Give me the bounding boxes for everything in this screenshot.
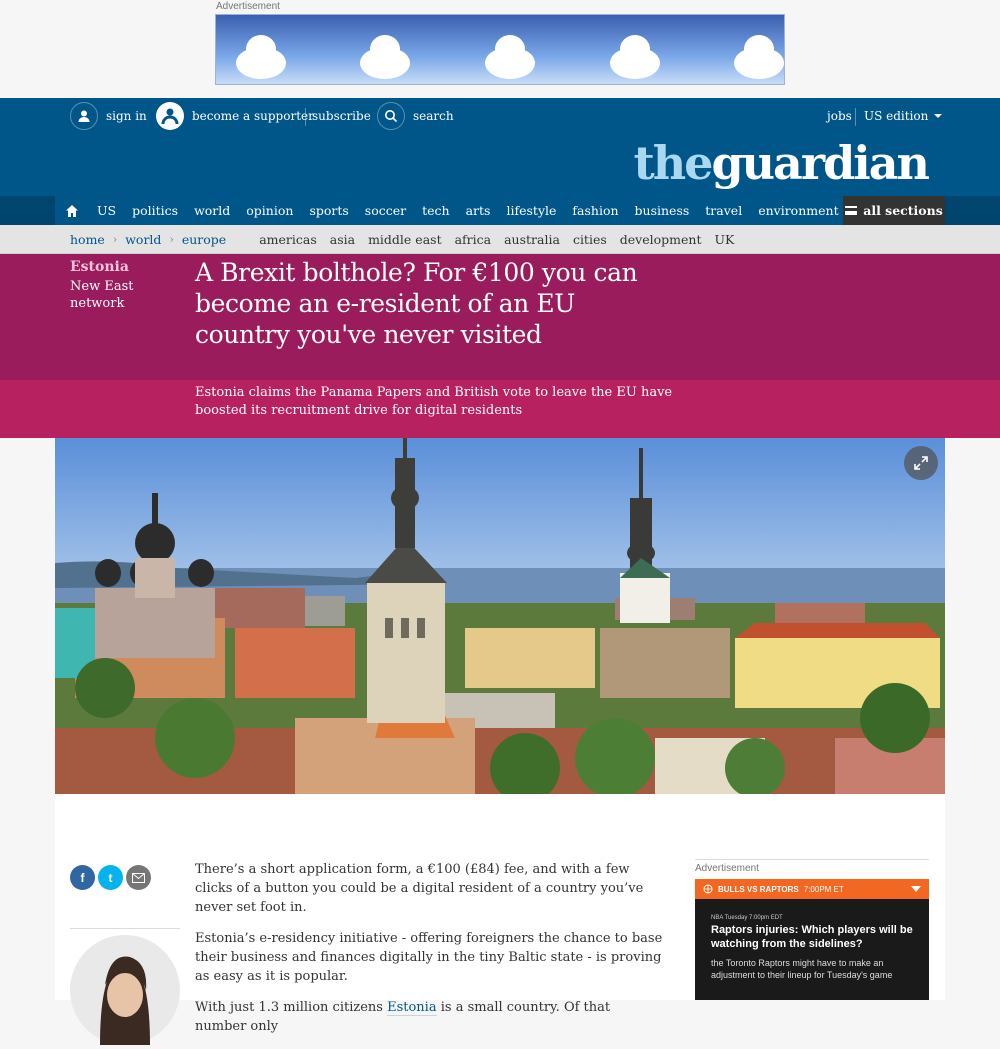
ad-body[interactable] [695,899,929,1000]
expand-image-button[interactable] [904,446,938,480]
jobs-label: jobs [827,109,852,123]
subnav-item-development[interactable]: development [619,232,702,247]
subnav-item-middle-east[interactable]: middle east [368,232,442,247]
ad-title: Raptors injuries: Which players will be watching from the sidelines? [711,924,913,950]
logo-guardian: guardian [711,136,928,190]
nav-bar [55,196,945,225]
article-headline: A Brexit bolthole? For €100 you can become an e-resident of an EU country you've never visited [195,258,638,349]
article-body [195,860,665,1048]
article-paragraph [195,998,665,1036]
ad-header-bar[interactable] [695,879,929,899]
subnav-item-australia[interactable]: australia [504,232,560,247]
chevron-down-icon [934,114,942,118]
sign-in-link[interactable] [70,101,147,131]
cloud-image [730,35,788,81]
jobs-link[interactable] [827,101,852,131]
nav-item-politics[interactable]: politics [132,203,179,218]
logo-the: the [633,136,712,190]
breadcrumb-world[interactable]: world [125,232,162,247]
ad-label: Advertisement [695,859,929,879]
subnav-item-uk[interactable]: UK [714,232,735,247]
divider [70,928,180,929]
article-paragraph: Estonia’s e-residency initiative - offering foreigners the chance to base their business and finances digitally in the tiny Baltic state - is proving as easy as it is popular. [195,931,663,984]
article-paragraph: There’s a short application form, a €100 (£84) fee, and with a few clicks of a button you could be a digital resident of a country you’ve never set foot in. [195,862,644,915]
nav-item-arts[interactable]: arts [465,203,491,218]
ad-text: the Toronto Raptors might have to make an adjustment to their lineup for Tuesday's game [711,958,893,980]
become-supporter-link[interactable] [156,101,314,131]
guardian-logo[interactable] [633,136,928,190]
site-header [0,98,1000,196]
expand-icon [913,455,929,471]
edition-label: US edition [864,109,929,123]
ad-label: Advertisement [216,1,280,12]
breadcrumb-europe[interactable]: europe [181,232,227,247]
nav-item-opinion[interactable]: opinion [246,203,294,218]
estonia-link[interactable]: Estonia [387,1000,437,1015]
chevron-down-icon [911,886,921,892]
ad-meta: NBA Tuesday 7:00pm EDT [711,915,783,921]
twitter-share-button[interactable] [98,865,123,890]
subnav-item-africa[interactable]: africa [454,232,492,247]
become-supporter-label: become a supporter [192,109,314,123]
header-divider [855,108,856,126]
edition-selector[interactable] [864,101,942,131]
subscribe-label: subscribe [312,109,371,123]
standfirst: Estonia claims the Panama Papers and British vote to leave the EU have boosted its recruitment drive for digital residents [195,385,673,418]
email-icon [132,873,145,883]
breadcrumb-home[interactable]: home [70,232,105,247]
nav-item-us[interactable]: US [97,203,117,218]
cloud-image [356,35,414,81]
subscribe-link[interactable] [312,101,371,131]
ad-banner[interactable] [215,14,785,85]
header-divider [305,108,306,126]
main-image [55,438,945,794]
nav-item-sports[interactable]: sports [309,203,349,218]
cloud-image [606,35,664,81]
section-link[interactable]: Estonia [70,259,129,275]
menu-icon [845,206,857,215]
nav-item-business[interactable]: business [634,203,690,218]
ad-bar-time: 7:00PM ET [803,884,844,894]
chevron-right-icon: › [169,233,174,246]
search-link[interactable] [377,101,454,131]
search-label: search [413,109,454,123]
basketball-icon [703,884,713,894]
ad-bar-title: BULLS VS RAPTORS [718,884,799,894]
all-sections-label: all sections [863,203,943,218]
guardian-g-icon [156,102,184,130]
main-navigation [0,196,1000,225]
nav-item-travel[interactable]: travel [705,203,743,218]
nav-item-world[interactable]: world [194,203,231,218]
sign-in-label: sign in [106,109,147,123]
home-icon[interactable] [55,196,89,225]
nav-item-lifestyle[interactable]: lifestyle [506,203,557,218]
paragraph-text: is a small country. Of that number only [195,1000,611,1034]
search-icon [377,102,405,130]
subnav-item-asia[interactable]: asia [329,232,356,247]
all-sections-button[interactable] [843,196,945,225]
paragraph-text: With just 1.3 million citizens [195,1000,388,1015]
tallinn-photo [55,438,945,794]
chevron-right-icon: › [112,233,118,246]
cloud-image [232,35,290,81]
facebook-share-button[interactable] [70,865,95,890]
twitter-icon: t [108,870,113,885]
kicker [70,259,190,312]
subnav-item-americas[interactable]: americas [259,232,317,247]
email-share-button[interactable] [126,865,151,890]
top-advertisement [0,0,1000,98]
author-photo [70,935,180,1045]
cloud-image [481,35,539,81]
user-icon [70,102,98,130]
series-link-line2[interactable]: network [70,296,125,311]
share-buttons [70,865,151,890]
author-avatar[interactable] [70,935,180,1045]
nav-item-soccer[interactable]: soccer [364,203,407,218]
nav-item-fashion[interactable]: fashion [572,203,619,218]
nav-item-environment[interactable]: environment [758,203,839,218]
series-link-line1[interactable]: New East [70,279,134,294]
side-advertisement [695,859,929,1000]
subnav-bar [70,225,747,254]
sub-navigation [0,225,1000,254]
subnav-item-cities[interactable]: cities [572,232,607,247]
nav-item-tech[interactable]: tech [422,203,450,218]
facebook-icon: f [80,870,85,885]
